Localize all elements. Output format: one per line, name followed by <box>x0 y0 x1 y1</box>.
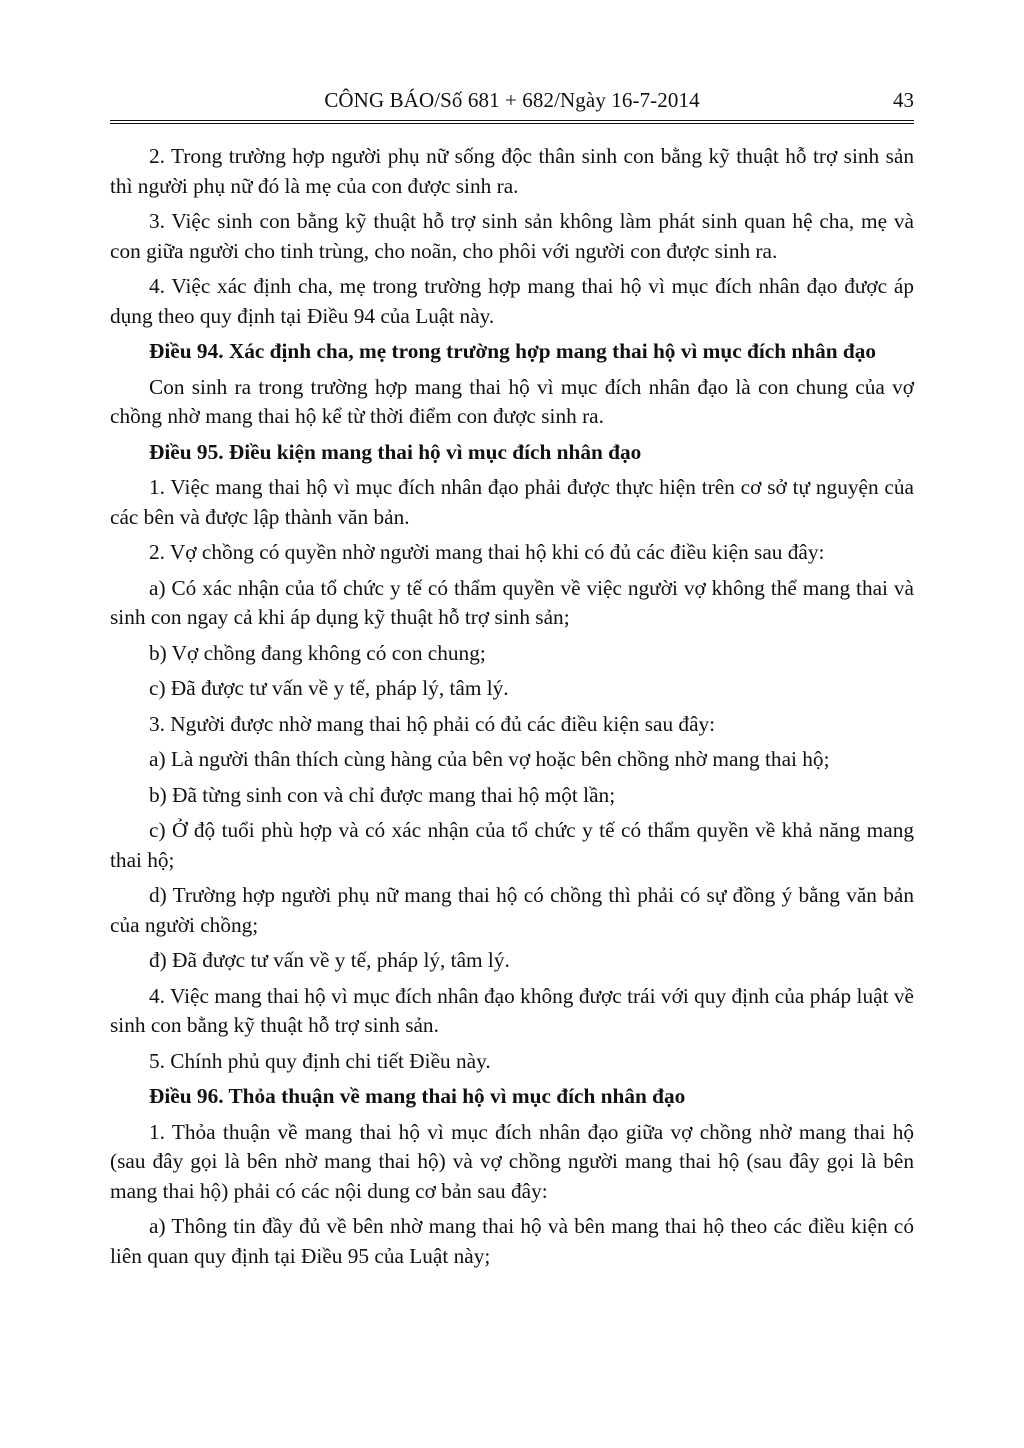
gazette-header-title: CÔNG BÁO/Số 681 + 682/Ngày 16-7-2014 <box>324 88 700 112</box>
header-double-rule <box>110 120 914 124</box>
article-94-heading: Điều 94. Xác định cha, mẹ trong trường hợp mang thai hộ vì mục đích nhân đạo <box>149 339 877 363</box>
article-96-clause-1: 1. Thỏa thuận về mang thai hộ vì mục đích nhân đạo giữa vợ chồng nhờ mang thai hộ (sau đây gọi là bên nhờ mang thai hộ) và vợ chồng người mang thai hộ (sau đây gọi là bên mang thai hộ) phải có các nội dung cơ bản sau đây: <box>110 1119 914 1203</box>
article-95-clause-3: 3. Người được nhờ mang thai hộ phải có đủ các điều kiện sau đây: <box>149 711 716 736</box>
article-95-clause-3-point-d: d) Trường hợp người phụ nữ mang thai hộ có chồng thì phải có sự đồng ý bằng văn bản của người chồng; <box>110 883 914 937</box>
article-95-clause-3-point-a: a) Là người thân thích cùng hàng của bên vợ hoặc bên chồng nhờ mang thai hộ; <box>149 747 830 771</box>
clause-4: 4. Việc xác định cha, mẹ trong trường hợp mang thai hộ vì mục đích nhân đạo được áp dụng theo quy định tại Điều 94 của Luật này. <box>110 274 914 328</box>
article-95-clause-3-point-b: b) Đã từng sinh con và chỉ được mang thai hộ một lần; <box>149 782 616 807</box>
article-95-clause-3-point-c: c) Ở độ tuổi phù hợp và có xác nhận của tổ chức y tế có thẩm quyền về khả năng mang thai hộ; <box>110 818 914 872</box>
document-body <box>110 142 914 1271</box>
clause-2: 2. Trong trường hợp người phụ nữ sống độc thân sinh con bằng kỹ thuật hỗ trợ sinh sản thì người phụ nữ đó là mẹ của con được sinh ra. <box>110 144 914 198</box>
page-number: 43 <box>893 88 914 112</box>
article-95-clause-4: 4. Việc mang thai hộ vì mục đích nhân đạo không được trái với quy định của pháp luật về sinh con bằng kỹ thuật hỗ trợ sinh sản. <box>110 983 914 1037</box>
page-header <box>110 86 914 120</box>
article-95-clause-1: 1. Việc mang thai hộ vì mục đích nhân đạo phải được thực hiện trên cơ sở tự nguyện của các bên và được lập thành văn bản. <box>110 475 914 529</box>
article-96-heading: Điều 96. Thỏa thuận về mang thai hộ vì mục đích nhân đạo <box>149 1084 686 1108</box>
article-95-clause-5: 5. Chính phủ quy định chi tiết Điều này. <box>149 1048 491 1073</box>
article-95-clause-3-point-dd: đ) Đã được tư vấn về y tế, pháp lý, tâm lý. <box>149 948 510 972</box>
article-95-clause-2: 2. Vợ chồng có quyền nhờ người mang thai hộ khi có đủ các điều kiện sau đây: <box>149 540 825 564</box>
article-95-heading: Điều 95. Điều kiện mang thai hộ vì mục đích nhân đạo <box>149 439 642 464</box>
document-page <box>110 86 914 1277</box>
clause-3: 3. Việc sinh con bằng kỹ thuật hỗ trợ sinh sản không làm phát sinh quan hệ cha, mẹ và con giữa người cho tinh trùng, cho noãn, cho phôi với người con được sinh ra. <box>110 209 914 263</box>
article-95-clause-2-point-c: c) Đã được tư vấn về y tế, pháp lý, tâm lý. <box>149 676 509 700</box>
article-94-text: Con sinh ra trong trường hợp mang thai hộ vì mục đích nhân đạo là con chung của vợ chồng nhờ mang thai hộ kể từ thời điểm con được sinh ra. <box>110 374 914 428</box>
article-96-clause-1-point-a: a) Thông tin đầy đủ về bên nhờ mang thai hộ và bên mang thai hộ theo các điều kiện có liên quan quy định tại Điều 95 của Luật này; <box>110 1214 914 1268</box>
article-95-clause-2-point-b: b) Vợ chồng đang không có con chung; <box>149 640 486 665</box>
article-95-clause-2-point-a: a) Có xác nhận của tổ chức y tế có thẩm quyền về việc người vợ không thể mang thai và sinh con ngay cả khi áp dụng kỹ thuật hỗ trợ sinh sản; <box>110 575 914 629</box>
